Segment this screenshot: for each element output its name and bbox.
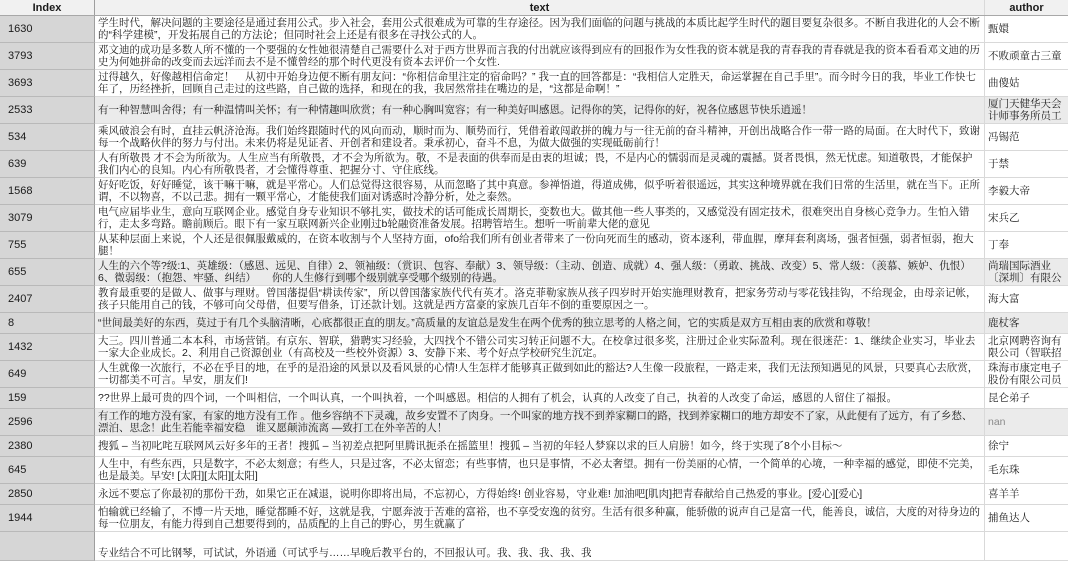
row-author-cell (985, 409, 1068, 436)
row-author-value: 丁奉 (988, 239, 1009, 251)
row-text-value: 永远不要忘了你最初的那份干劲，如果它正在减退，说明你即将出局，不忘初心，方得始终! 创业容易，守业难! 加油吧[肌肉]把青春献给自己热爱的事业。[爱心][爱心] (98, 488, 863, 500)
row-index-cell (0, 334, 95, 361)
row-author-value: 北京网聘咨询有限公司（智联招 (988, 335, 1062, 359)
row-index-cell (0, 232, 95, 259)
row-index-cell (0, 97, 95, 124)
column-header-text: text (95, 0, 985, 15)
row-text-cell (95, 97, 985, 124)
row-text-value: 从某种层面上来说，个人还是很佩服戴威的，在资本收割与个人坚持方面，ofo给我们所有创业者带来了一份向死而生的感动，资本逐利，带血腥，摩拜套利离场，强者恒强，弱者恒弱，抱大腿！ (98, 233, 974, 257)
row-author-cell (985, 361, 1068, 388)
row-author-cell (985, 505, 1068, 532)
column-header-author: author (1009, 1, 1044, 14)
row-text-value: 搜狐 – 当初叱咤互联网风云好多年的王者！搜狐 – 当初差点把阿里腾讯扼杀在摇篮里！搜狐 – 当初的年轻人梦寐以求的巨人肩膀！如今，终于实现了8个小目标～ (98, 440, 843, 452)
row-index-value: 755 (8, 239, 27, 251)
row-author-cell (985, 43, 1068, 70)
row-index-value: 3793 (8, 50, 33, 62)
row-text-cell (95, 313, 985, 334)
row-index-cell (0, 43, 95, 70)
row-text-value: ??世界上最可贵的四个词，一个叫相信，一个叫认真，一个叫执着，一个叫感恩。相信的人拥有了机会，认真的人改变了自己，执着的人改变了命运，感恩的人留住了福报。 (98, 392, 898, 404)
row-author-cell (985, 205, 1068, 232)
row-text-cell (95, 259, 985, 286)
row-text-cell (95, 151, 985, 178)
row-index-cell (0, 409, 95, 436)
row-text-cell (95, 436, 985, 457)
row-text-value: 专业结合不可比钢琴，可试试，外语通（可试乎与……早晚后教平台的，不回报认可。我、我、我、我、我 (98, 547, 592, 559)
row-text-cell (95, 124, 985, 151)
row-index-cell (0, 361, 95, 388)
table-row-partial (0, 532, 1068, 561)
row-index-cell (0, 484, 95, 505)
table-row (0, 16, 1068, 43)
row-index-cell (0, 259, 95, 286)
row-text-value: 学生时代，解决问题的主要途径是通过套用公式。步入社会，套用公式很难成为可靠的生存途径。因为我们面临的问题与挑战的本质比起学生时代的题目要复杂很多。不断自我进化的人会不断的“科学建模”，开发拓展自己的方法论；但同时社会上还是有很多在寻找公式的人。 (98, 17, 980, 41)
row-author-value: 甄嬛 (988, 23, 1009, 35)
row-author-value: 不败顽童古三童 (988, 50, 1062, 62)
row-text-value: 乘风破浪会有时，直挂云帆济沧海。我们始终跟随时代的风向而动，顺时而为、顺势而行，凭借着敢闯敢拼的魄力与一往无前的奋斗精神，开创出战略合作一带一路的局面。在大时代下，致谢每一个战略伙伴的努力与付出。未来仍将是见证者、开创者和建设者。秉承初心，奋斗不息，为做大做强的实现砥砺前行！ (98, 125, 980, 149)
row-author-value: 昆仑弟子 (988, 392, 1030, 404)
row-index-cell (0, 124, 95, 151)
row-author-value: 徐宁 (988, 440, 1009, 452)
row-index-cell (0, 286, 95, 313)
row-text-value: 有工作的地方没有家，有家的地方没有工作 。他乡容纳不下灵魂，故乡安置不了肉身。一个叫家的地方找不到养家糊口的路，找到养家糊口的地方却安不了家，从此便有了远方，有了乡愁、漂泊、思念！此生若能幸福安稳 谁又愿颠沛流离 —致打工在外辛苦的人！ (98, 410, 973, 434)
row-author-value: 冯锡范 (988, 131, 1020, 143)
table-row (0, 70, 1068, 97)
row-index-value: 649 (8, 368, 27, 380)
row-index-value: 1944 (8, 512, 33, 524)
row-index-value: 3079 (8, 212, 33, 224)
row-author-cell (985, 286, 1068, 313)
row-text-cell (95, 334, 985, 361)
row-index-value: 1568 (8, 185, 33, 197)
row-author-cell (985, 436, 1068, 457)
table-row (0, 388, 1068, 409)
row-text-value: “世间最美好的东西，莫过于有几个头脑清晰，心底都很正直的朋友。”高质量的友谊总是发生在两个优秀的独立思考的人格之间，它的实质是双方互相由衷的欣赏和尊敬！ (98, 317, 877, 329)
row-author-cell (985, 259, 1068, 286)
row-text-value: 人生就像一次旅行，不必在乎目的地，在乎的是沿途的风景以及看风景的心情!人生怎样才能够真正做到如此的豁达?人生像一段旅程，一路走来，我们无法预知遇见的风景，只要真心去欣赏，一切都美不可言。早安，朋友们! (98, 362, 979, 386)
row-author-cell (985, 70, 1068, 97)
row-text-value: 教育最重要的是做人、做事与理财。曾国藩提倡“耕读传家”，所以曾国藩家族代代有英才。洛克菲勒家族从孩子四岁时开始实施理财教育，把家务劳动与零花钱挂钩，不给现金，由母亲记帐，孩子只能用自己的钱，不够可向父母借，但要写借条，订还款计划。这就是西方富豪的家族几百年不倒的重要原因之一。 (98, 287, 977, 311)
table-row (0, 97, 1068, 124)
row-author-cell (985, 532, 1068, 561)
row-text-cell (95, 484, 985, 505)
row-text-cell (95, 361, 985, 388)
row-index-value: 1630 (8, 23, 33, 35)
row-index-value: 2407 (8, 293, 33, 305)
table-row (0, 484, 1068, 505)
row-author-cell (985, 334, 1068, 361)
row-author-value: 厦门天健华天会计师事务所员工 (988, 98, 1062, 122)
row-index-value: 8 (8, 317, 15, 329)
table-body (0, 16, 1068, 561)
row-text-cell (95, 205, 985, 232)
table-row (0, 151, 1068, 178)
table-header (0, 0, 1068, 16)
table-row (0, 232, 1068, 259)
row-author-cell (985, 484, 1068, 505)
row-index-cell (0, 205, 95, 232)
table-row (0, 505, 1068, 532)
row-index-value: 2596 (8, 416, 33, 428)
row-index-cell (0, 457, 95, 484)
row-author-cell (985, 313, 1068, 334)
row-text-value: 好好吃饭，好好睡觉，该干嘛干嘛，就是平常心。人们总觉得这很容易，从而忽略了其中真意。参禅悟道，得道成佛，似乎听着很遥远，其实这种境界就在我们日常的生活里，就在当下。正所谓，不以物喜，不以己悲。拥有一颗平常心，才能使我们面对诱惑时冷静分析，处之泰然。 (98, 179, 980, 203)
row-index-value: 534 (8, 131, 27, 143)
row-text-cell (95, 409, 985, 436)
row-index-cell (0, 505, 95, 532)
row-text-value: 电气应届毕业生，意向互联网企业。感觉自身专业知识不够扎实，做技术的话可能成长周期长，变数也大。做其他一些人事类的，又感觉没有固定技术，很难突出自身核心竞争力。生怕入错行，走太多弯路。瞻前顾后。眼下有一家互联网新兴企业刚过b轮融资准备发展。招聘管培生。想听一听前辈大佬的意见 (98, 206, 970, 230)
row-author-value: 鹿杖客 (988, 317, 1020, 329)
row-index-value: 1432 (8, 341, 33, 353)
row-index-value: 159 (8, 392, 27, 404)
row-author-cell (985, 178, 1068, 205)
row-text-cell (95, 505, 985, 532)
table-row (0, 409, 1068, 436)
row-text-cell (95, 178, 985, 205)
row-index-cell (0, 151, 95, 178)
row-index-value: 645 (8, 464, 27, 476)
table-row (0, 313, 1068, 334)
row-text-value: 人生中，有些东西，只是数字，不必太刻意；有些人，只是过客，不必太留恋；有些事情，也只是事情，不必太奢望。拥有一份美丽的心情，一个简单的心境，一种幸福的感觉，即使不完美，也是最美。早安! [太阳][太阳][太阳] (98, 458, 980, 482)
row-text-value: 过得越久，好像越相信命定！ 从初中开始身边便不断有朋友问：“你相信命里注定的宿命吗？” 我一直的回答都是：“我相信人定胜天，命运掌握在自己手里”。而今时今日的我，毕业工作快七年了，历经挫折，回顾自己走过的这些路，自己做的选择，和现在的我，我居然常挂在嘴边的是，“这都是命啊！” (98, 71, 976, 95)
row-author-value: 李毅大帝 (988, 185, 1030, 197)
row-text-value: 有一种智慧叫舍得；有一种温情叫关怀；有一种情趣叫欣赏；有一种心胸叫宽容；有一种美好叫感恩。记得你的笑，记得你的好，祝各位感恩节快乐逍遥！ (98, 104, 812, 116)
row-index-cell (0, 532, 95, 561)
row-author-cell (985, 16, 1068, 43)
row-text-cell (95, 43, 985, 70)
row-author-cell (985, 388, 1068, 409)
row-text-value: 大三。四川普通二本本科，市场营销。有京东、智联，猎聘实习经验，大四找个不错公司实习转正问题不大。在校拿过很多奖，注册过企业实际盈利。现在很迷茫：1、继续企业实习，毕业去一家大企业成长。2、利用自己资源创业（有高校及一些校外资源）3、安静下来、考个好点学校研究生沉定。 (98, 335, 976, 359)
column-header-index: Index (0, 0, 95, 15)
row-index-cell (0, 16, 95, 43)
row-text-value: 邓文迪的成功是多数人所不懂的一个要强的女性她很清楚自己需要什么对于西方世界而言我的付出就应该得到应有的回报作为女性我的资本就是我的青春我的青春就是我的资本看看邓文迪的历史为何她拼命的改变而去远洋而去不是不懂曾经的那个时代更没有资本去评价一个女性. (98, 44, 980, 68)
row-author-value: nan (988, 416, 1006, 428)
row-index-value: 2380 (8, 440, 33, 452)
row-text-cell (95, 286, 985, 313)
row-author-cell (985, 232, 1068, 259)
row-index-value: 639 (8, 158, 27, 170)
row-text-cell (95, 70, 985, 97)
table-row (0, 178, 1068, 205)
row-text-cell (95, 388, 985, 409)
row-author-value: 曲傻姑 (988, 77, 1020, 89)
row-author-cell (985, 151, 1068, 178)
row-index-value: 655 (8, 266, 27, 278)
row-author-cell (985, 124, 1068, 151)
row-text-cell (95, 16, 985, 43)
table-row (0, 361, 1068, 388)
table-row (0, 43, 1068, 70)
row-author-value: 喜羊羊 (988, 488, 1020, 500)
table-row (0, 457, 1068, 484)
row-index-cell (0, 70, 95, 97)
row-text-cell (95, 532, 985, 561)
table-row (0, 124, 1068, 151)
row-author-value: 宋兵乙 (988, 212, 1020, 224)
row-text-cell (95, 457, 985, 484)
row-index-cell (0, 313, 95, 334)
row-author-value: 尚瑞国际酒业〔深圳〕有限公 (988, 260, 1062, 284)
row-index-value: 2533 (8, 104, 33, 116)
row-author-value: 珠海市康定电子股份有限公司员 (988, 362, 1062, 386)
row-index-value: 3693 (8, 77, 33, 89)
table-row (0, 259, 1068, 286)
row-index-value: 2850 (8, 488, 33, 500)
row-index-cell (0, 388, 95, 409)
row-author-value: 海大富 (988, 293, 1020, 305)
row-author-value: 毛东珠 (988, 464, 1020, 476)
row-index-cell (0, 436, 95, 457)
table-row (0, 334, 1068, 361)
row-text-value: 人有所敬畏 才不会为所欲为。人生应当有所敬畏，才不会为所欲为。敬，不是表面的供奉而是由衷的坦诚；畏，不是内心的懦弱而是灵魂的震撼。贤者畏惧，然无忧虑。知道敬畏，才能保护我们内心的良知。内心有所敬畏者，才会懂得尊重、把握分寸、守住底线。 (98, 152, 973, 176)
row-text-value: 怕输就已经输了，不博一片天地，睡觉都睡不好，这就是我，宁愿奔波于苦难的富裕，也不享受安逸的贫穷。生活有很多种赢，能骄傲的说声自己是富一代，能善良，诚信，大度的对待身边的每一位朋友，有能力得到自己想要得到的，品质配的上自己的野心，男生就赢了 (98, 506, 980, 530)
row-index-cell (0, 178, 95, 205)
row-author-value: 捕鱼达人 (988, 512, 1030, 524)
row-text-value: 人生的六个等?级:1、英雄级：（感恩、远见、自律）2、领袖级：（赏识、包容、奉献）3、领导级：（主动、创造、成就）4、强人级：（勇敢、挑战、改变）5、常人级：（羡慕、嫉妒、仇恨）6、微弱级：（抱怨、牢骚、纠结） 你的人生修行到哪个级别就享受哪个级别的待遇。 (98, 260, 971, 284)
row-author-cell (985, 97, 1068, 124)
row-author-cell (985, 457, 1068, 484)
table-row (0, 205, 1068, 232)
table-row (0, 286, 1068, 313)
row-text-cell (95, 232, 985, 259)
row-author-value: 于禁 (988, 158, 1009, 170)
table-row (0, 436, 1068, 457)
